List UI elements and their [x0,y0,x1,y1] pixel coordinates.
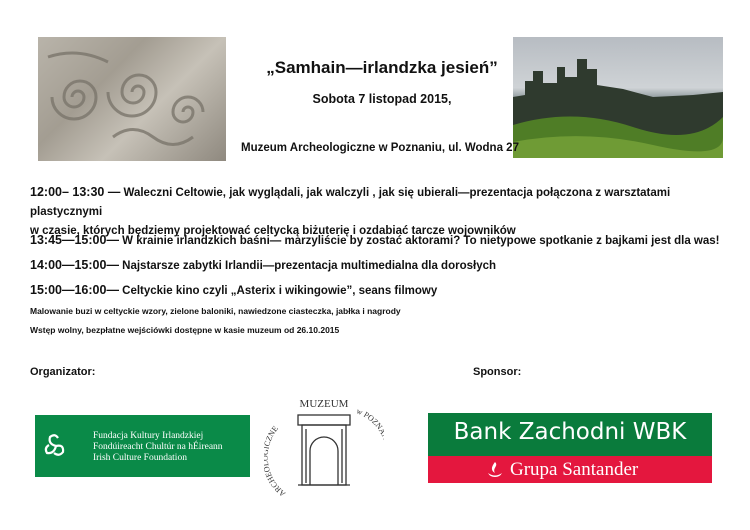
carved-stone-photo [38,37,226,161]
entry-note: Wstęp wolny, bezpłatne wejściówki dostępne w kasie muzeum od 26.10.2015 [30,325,340,335]
spiral-carving-graphic [38,37,226,161]
castle-silhouette-graphic [513,37,723,158]
organizer-label: Organizator: [30,366,96,378]
program-description: W krainie irlandzkich baśni— marzyliście by zostać aktorami? To nietypowe spotkanie z bajkami jest dla was! [118,235,720,247]
program-item [30,256,730,276]
foundation-name-polish: Fundacja Kultury Irlandzkiej [93,431,204,441]
program-description-continued: w czasie, których będziemy projektować celtycką biżuterię i ozdabiać tarcze wojowników [30,225,516,237]
santander-flame-icon [486,461,504,479]
program-description: Waleczni Celtowie, jak wyglądali, jak walczyli , jak się ubierali—prezentacja połączona z warsztatami plastycznymi [30,187,671,218]
program-item [30,281,730,301]
program-item [30,231,730,251]
museum-logo-top-text: MUZEUM [299,398,349,410]
museum-arch-emblem [264,393,384,505]
program-time: 14:00—15:00— [30,258,119,272]
extras-note: Malowanie buzi w celtyckie wzory, zielone baloniki, nawiedzone ciasteczka, jabłka i nagrody [30,306,401,316]
foundation-name-english: Irish Culture Foundation [93,453,187,463]
sponsor-label: Sponsor: [473,366,522,378]
program-description: Najstarsze zabytki Irlandii—prezentacja multimedialna dla dorosłych [118,260,497,272]
event-venue: Muzeum Archeologiczne w Poznaniu, ul. Wodna 27 [241,142,519,154]
program-time: 13:45—15:00— [30,233,119,247]
museum-logo-right-text: w POZN [355,406,384,432]
santander-group-name: Grupa Santander [510,459,639,480]
event-title: „Samhain—irlandzka jesień” [266,58,498,77]
program-time: 12:00– 13:30 — [30,185,121,199]
foundation-logo [35,415,250,477]
event-date: Sobota 7 listopad 2015, [312,92,452,106]
santander-band [428,456,712,483]
triskele-icon [43,431,69,461]
foundation-name-irish: Fondúireacht Chultúr na hÉireann [93,442,223,452]
program-description: Celtyckie kino czyli „Asterix i wikingowie”, seans filmowy [118,285,438,297]
program-time: 15:00—16:00— [30,283,119,297]
bank-logo [428,413,712,483]
museum-logo [264,393,384,505]
bank-name: Bank Zachodni WBK [453,419,687,445]
castle-ruins-photo [513,37,723,158]
museum-logo-left-text: ARCHE ZNE [264,424,288,499]
